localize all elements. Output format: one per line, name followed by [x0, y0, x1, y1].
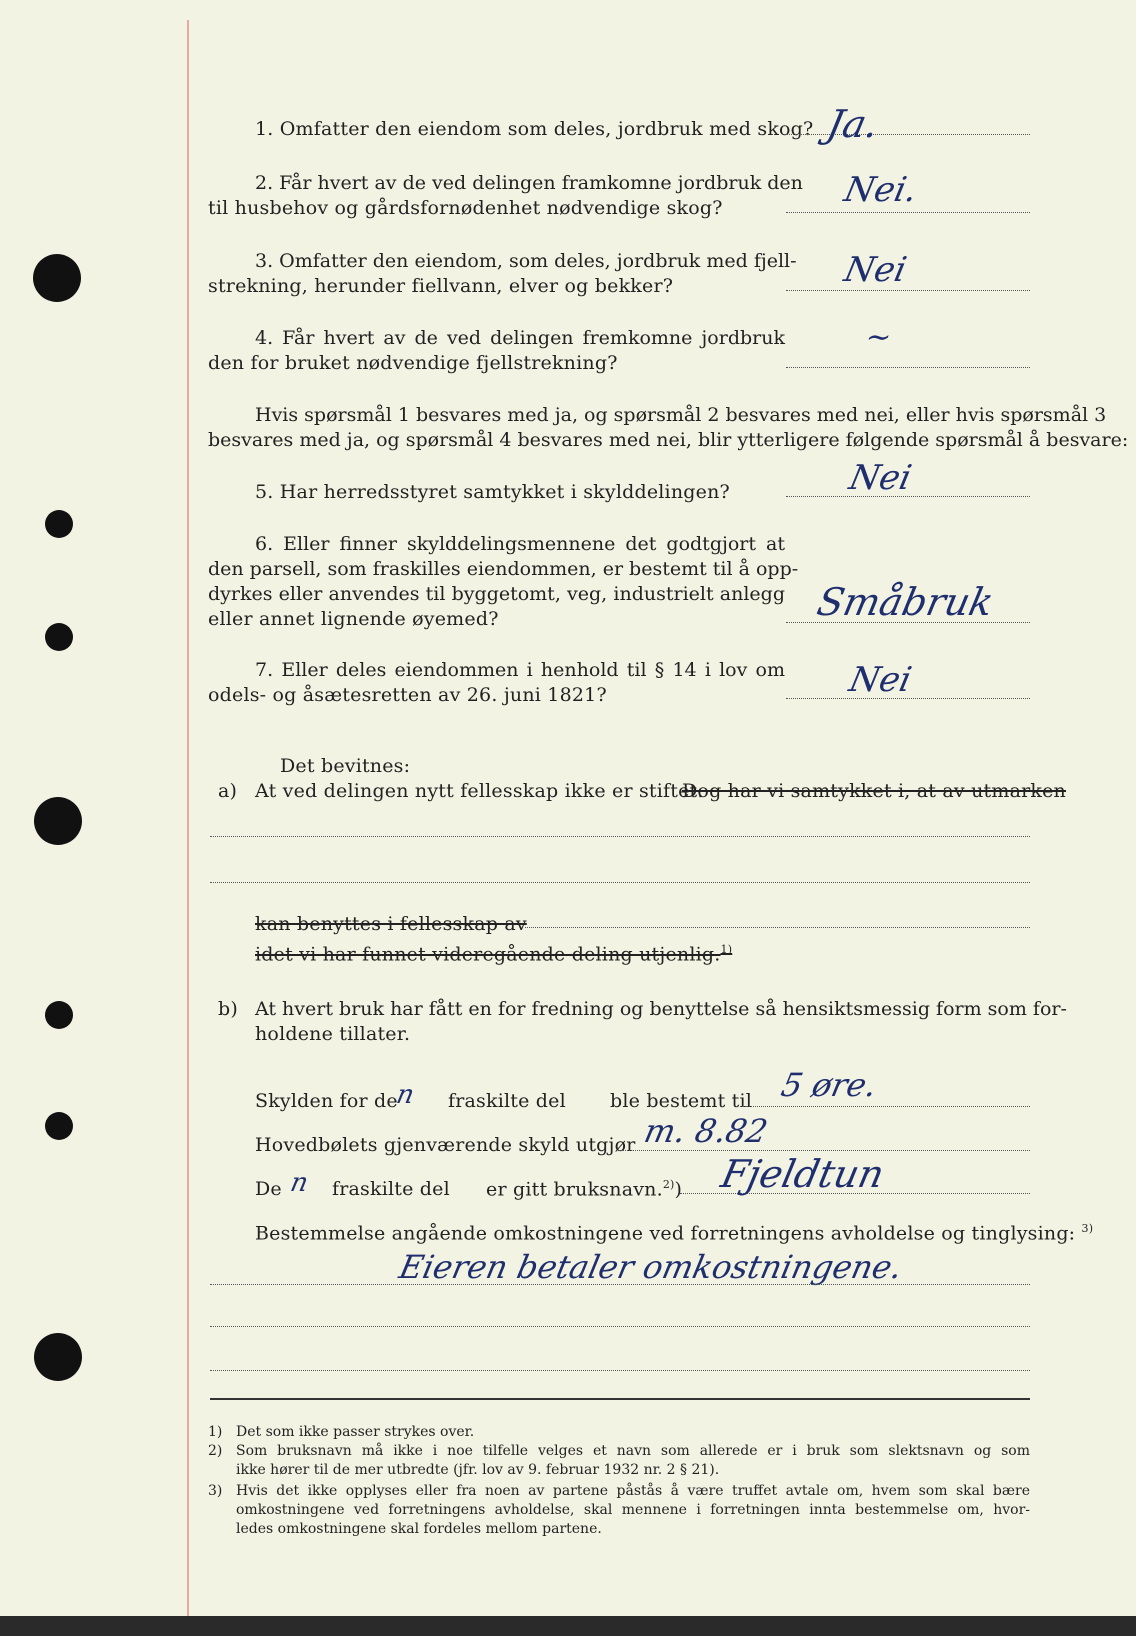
attest-heading: Det bevitnes: — [280, 755, 411, 777]
skyld-handwritten-n: n — [393, 1080, 417, 1110]
attest-a-text: At ved delingen nytt fellesskap ikke er stiftet. — [255, 780, 704, 802]
footnote-2-line1: Som bruksnavn må ikke i noe tilfelle velges et navn som allerede er i bruk som slektsnavn og som — [236, 1443, 1030, 1459]
footnote-ref-3: 3) — [1081, 1222, 1094, 1235]
bestemmelse-label-text: Bestemmelse angående omkostningene ved forretningens avholdelse og tinglysing: — [255, 1222, 1076, 1245]
question-3-answer: Nei — [840, 250, 911, 290]
question-6-line2: den parsell, som fraskilles eiendommen, er bestemt til å opp- — [208, 558, 799, 580]
footnote-3-mark: 3) — [208, 1483, 223, 1499]
question-7-line2: odels- og åsætesretten av 26. juni 1821? — [208, 684, 607, 706]
scan-bottom-edge — [0, 1616, 1136, 1636]
question-6-answer: Småbruk — [813, 580, 998, 624]
punch-hole — [45, 623, 73, 651]
footnote-2-line2: ikke hører til de mer utbredte (jfr. lov av 9. februar 1932 nr. 2 § 21). — [236, 1462, 720, 1478]
attest-a-label: a) — [218, 780, 238, 802]
punch-hole — [34, 1333, 82, 1381]
condition-line2: besvares med ja, og spørsmål 4 besvares med nei, blir ytterligere følgende spørsmål å besvare: — [208, 429, 1129, 451]
question-4-line2: den for bruket nødvendige fjellstrekning? — [208, 352, 618, 374]
skyld-label-b: fraskilte del — [448, 1090, 566, 1112]
question-1-text: 1. Omfatter den eiendom som deles, jordbruk med skog? — [255, 118, 814, 140]
attest-b-line2: holdene tillater. — [255, 1023, 411, 1045]
question-6-line1: 6. Eller finner skylddelingsmennene det godtgjort at — [255, 533, 785, 555]
footnote-3-line2: omkostningene ved forretningens avholdelse, skal mennene i forretningen innta bestemmelse om, hvor- — [236, 1502, 1030, 1518]
question-2-line1: 2. Får hvert av de ved delingen framkomne jordbruk den — [255, 172, 803, 194]
bestemmelse-line-1 — [210, 1284, 1030, 1285]
question-7-line1: 7. Eller deles eiendommen i henhold til § 14 i lov om — [255, 659, 785, 681]
answer-line-7 — [786, 698, 1030, 699]
bruksnavn-handwritten-n: n — [287, 1168, 311, 1198]
bruksnavn-label-a: De — [255, 1178, 282, 1200]
question-5-text: 5. Har herredsstyret samtykket i skylddelingen? — [255, 481, 730, 503]
hovedbol-label: Hovedbølets gjenværende skyld utgjør — [255, 1134, 636, 1156]
bestemmelse-answer: Eieren betaler omkostningene. — [395, 1248, 906, 1286]
answer-line-5 — [786, 496, 1030, 497]
bruksnavn-answer: Fjeldtun — [717, 1152, 889, 1196]
answer-line-2 — [786, 212, 1030, 213]
skyld-label-a: Skylden for de — [255, 1090, 398, 1112]
punch-hole — [45, 510, 73, 538]
punch-hole — [34, 797, 82, 845]
bestemmelse-line-3 — [210, 1370, 1030, 1371]
bestemmelse-line-2 — [210, 1326, 1030, 1327]
attest-struck-line-3 — [255, 943, 732, 965]
condition-line1: Hvis spørsmål 1 besvares med ja, og spørsmål 2 besvares med nei, eller hvis spørsmål 3 — [255, 404, 1107, 426]
punch-hole — [33, 254, 81, 302]
hovedbol-answer-line — [620, 1150, 1030, 1151]
question-4-answer: ~ — [862, 320, 895, 355]
question-7-answer: Nei — [845, 660, 916, 700]
question-3-line1: 3. Omfatter den eiendom, som deles, jordbruk med fjell- — [255, 250, 797, 272]
punch-hole — [45, 1001, 73, 1029]
skyld-label-c: ble bestemt til — [610, 1090, 753, 1112]
footnote-1-mark: 1) — [208, 1424, 223, 1440]
footnote-rule — [210, 1398, 1030, 1400]
bruksnavn-label-c: er gitt bruksnavn.$^{2)}$) — [486, 1178, 683, 1201]
footnote-ref-2: 2) — [662, 1178, 675, 1191]
attest-b-line1: At hvert bruk har fått en for fredning og benyttelse så hensiktsmessig form som for- — [255, 998, 1067, 1020]
attest-line-3 — [525, 927, 1030, 928]
footnote-1-text: Det som ikke passer strykes over. — [236, 1424, 475, 1440]
question-1-answer: Ja. — [823, 102, 883, 146]
question-5-answer: Nei — [845, 458, 916, 498]
answer-line-4 — [786, 367, 1030, 368]
footnote-2-mark: 2) — [208, 1443, 223, 1459]
bruksnavn-label-c-text: er gitt bruksnavn. — [486, 1178, 663, 1201]
question-2-line2: til husbehov og gårdsfornødenhet nødvendige skog? — [208, 197, 723, 219]
question-6-line4: eller annet lignende øyemed? — [208, 608, 499, 630]
question-4-line1: 4. Får hvert av de ved delingen fremkomne jordbruk — [255, 327, 785, 349]
question-6-line3: dyrkes eller anvendes til byggetomt, veg, industrielt anlegg — [208, 583, 785, 605]
question-2-answer: Nei. — [840, 170, 921, 210]
attest-struck-line-3-text: idet vi har funnet videregående deling utjenlig. — [255, 943, 721, 966]
attest-line-2 — [210, 882, 1030, 883]
footnote-3-line3: ledes omkostningene skal fordeles mellom partene. — [236, 1521, 602, 1537]
attest-b-label: b) — [218, 998, 238, 1020]
answer-line-1 — [786, 134, 1030, 135]
bruksnavn-label-b: fraskilte del — [332, 1178, 450, 1200]
skyld-answer: 5 øre. — [777, 1066, 881, 1104]
answer-line-3 — [786, 290, 1030, 291]
footnote-3-line1: Hvis det ikke opplyses eller fra noen av partene påstås å være truffet avtale om, hvem som skal bære — [236, 1483, 1030, 1499]
attest-line-1 — [210, 836, 1030, 837]
footnote-ref-1: 1) — [720, 943, 733, 956]
bestemmelse-label — [255, 1222, 1093, 1244]
attest-a-struck-text: Dog har vi samtykket i, at av utmarken — [682, 780, 1066, 802]
skyld-answer-line — [742, 1106, 1030, 1107]
hovedbol-answer: m. 8.82 — [640, 1112, 771, 1150]
question-3-line2: strekning, herunder fiellvann, elver og bekker? — [208, 275, 674, 297]
attest-struck-line-2: kan benyttes i fellesskap av — [255, 913, 527, 935]
punch-hole — [45, 1112, 73, 1140]
margin-line — [187, 20, 189, 1616]
